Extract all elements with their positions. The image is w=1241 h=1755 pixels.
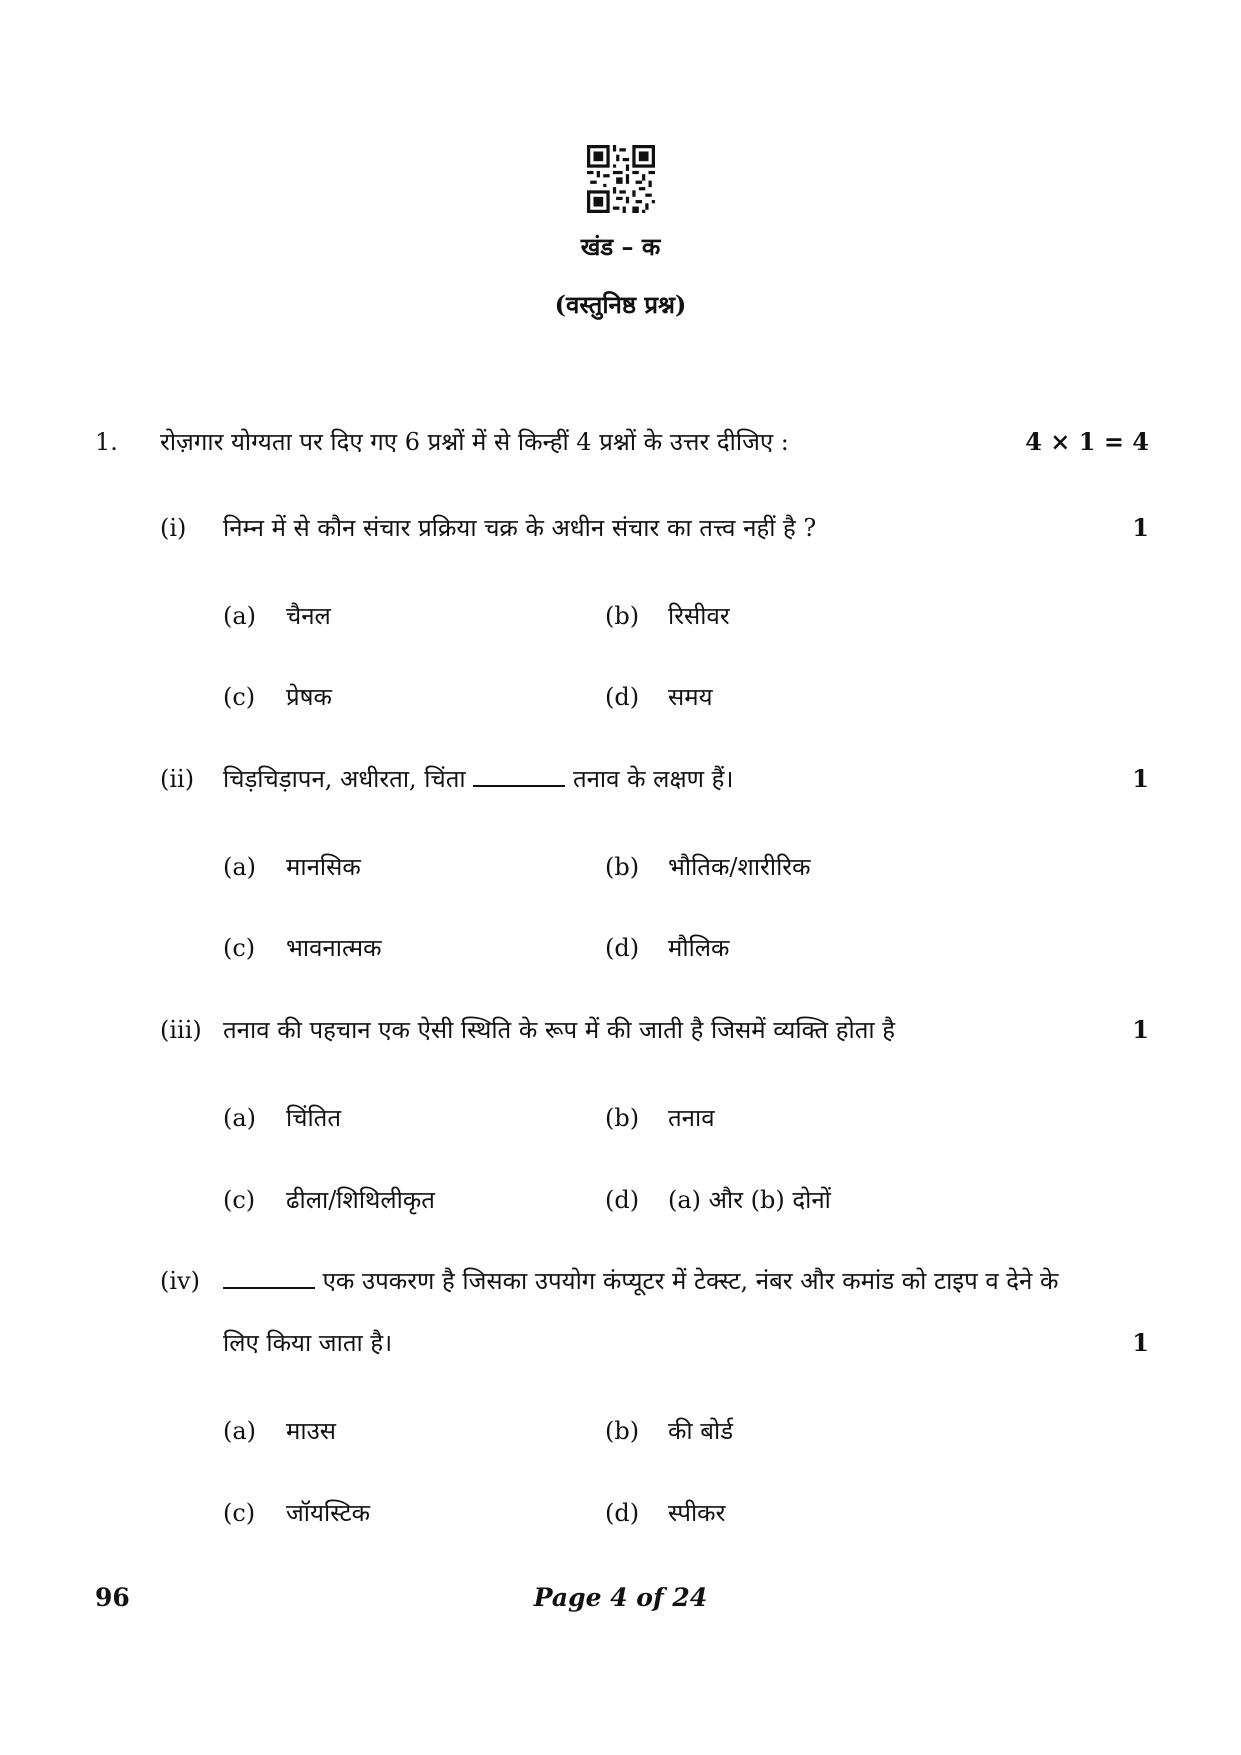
option-text: भावनात्मक bbox=[286, 934, 382, 962]
option-label: (b) bbox=[605, 853, 640, 881]
option-label: (d) bbox=[605, 1499, 640, 1527]
option-label: (a) bbox=[223, 1104, 257, 1132]
option-text: माउस bbox=[286, 1417, 336, 1445]
subquestion-number: (i) bbox=[160, 514, 187, 542]
option-text: भौतिक/शारीरिक bbox=[668, 853, 811, 881]
subquestion-text: निम्न में से कौन संचार प्रक्रिया चक्र के अधीन संचार का तत्त्व नहीं है ? bbox=[223, 514, 817, 542]
subquestion-text-line2: लिए किया जाता है। bbox=[223, 1329, 393, 1357]
option-text: की बोर्ड bbox=[668, 1417, 734, 1445]
option-text: मौलिक bbox=[668, 934, 730, 962]
option-label: (b) bbox=[605, 602, 640, 630]
option-label: (d) bbox=[605, 1186, 640, 1214]
subquestion-text-line1: एक उपकरण है जिसका उपयोग कंप्यूटर में टेक्स्ट, नंबर और कमांड को टाइप व देने के bbox=[322, 1267, 1059, 1295]
subquestion-number: (ii) bbox=[160, 765, 195, 793]
option-label: (c) bbox=[223, 934, 256, 962]
option-text: चैनल bbox=[286, 602, 331, 630]
option-label: (b) bbox=[605, 1417, 640, 1445]
option-label: (d) bbox=[605, 934, 640, 962]
option-label: (c) bbox=[223, 683, 256, 711]
subquestion-text-after: तनाव के लक्षण हैं। bbox=[572, 765, 734, 793]
option-text: (a) और (b) दोनों bbox=[668, 1186, 831, 1214]
option-label: (c) bbox=[223, 1186, 256, 1214]
option-text: रिसीवर bbox=[668, 602, 730, 630]
option-label: (b) bbox=[605, 1104, 640, 1132]
section-subtitle: (वस्तुनिष्ठ प्रश्न) bbox=[554, 290, 687, 319]
option-text: समय bbox=[668, 683, 713, 711]
option-label: (a) bbox=[223, 602, 257, 630]
option-label: (d) bbox=[605, 683, 640, 711]
subquestion-number: (iv) bbox=[160, 1267, 200, 1295]
subquestion-text-before: चिड़चिड़ापन, अधीरता, चिंता bbox=[223, 765, 466, 793]
fill-blank bbox=[473, 763, 565, 787]
option-text: स्पीकर bbox=[668, 1499, 726, 1527]
question-number: 1. bbox=[95, 428, 118, 456]
subquestion-text bbox=[223, 763, 734, 795]
option-label: (a) bbox=[223, 853, 257, 881]
fill-blank bbox=[223, 1265, 315, 1289]
option-label: (c) bbox=[223, 1499, 256, 1527]
subquestion-text: तनाव की पहचान एक ऐसी स्थिति के रूप में की जाती है जिसमें व्यक्ति होता है bbox=[223, 1016, 895, 1044]
subquestion-marks: 1 bbox=[1132, 1015, 1149, 1044]
option-text: तनाव bbox=[668, 1104, 715, 1132]
option-text: प्रेषक bbox=[286, 683, 332, 711]
option-text: मानसिक bbox=[286, 853, 361, 881]
subquestion-marks: 1 bbox=[1132, 1328, 1149, 1357]
section-title: खंड – क bbox=[580, 232, 661, 261]
option-text: जॉयस्टिक bbox=[286, 1499, 371, 1527]
option-label: (a) bbox=[223, 1417, 257, 1445]
option-text: चिंतित bbox=[286, 1104, 342, 1132]
question-text: रोज़गार योग्यता पर दिए गए 6 प्रश्नों में से किन्हीं 4 प्रश्नों के उत्तर दीजिए : bbox=[160, 428, 789, 456]
paper-code: 96 bbox=[95, 1583, 130, 1612]
question-marks: 4 × 1 = 4 bbox=[1025, 427, 1149, 456]
option-text: ढीला/शिथिलीकृत bbox=[286, 1186, 435, 1214]
qr-code-icon bbox=[587, 145, 655, 213]
subquestion-marks: 1 bbox=[1132, 513, 1149, 542]
subquestion-marks: 1 bbox=[1132, 764, 1149, 793]
subquestion-number: (iii) bbox=[160, 1016, 202, 1044]
subquestion-text bbox=[223, 1265, 1058, 1297]
page-number: Page 4 of 24 bbox=[533, 1583, 708, 1612]
